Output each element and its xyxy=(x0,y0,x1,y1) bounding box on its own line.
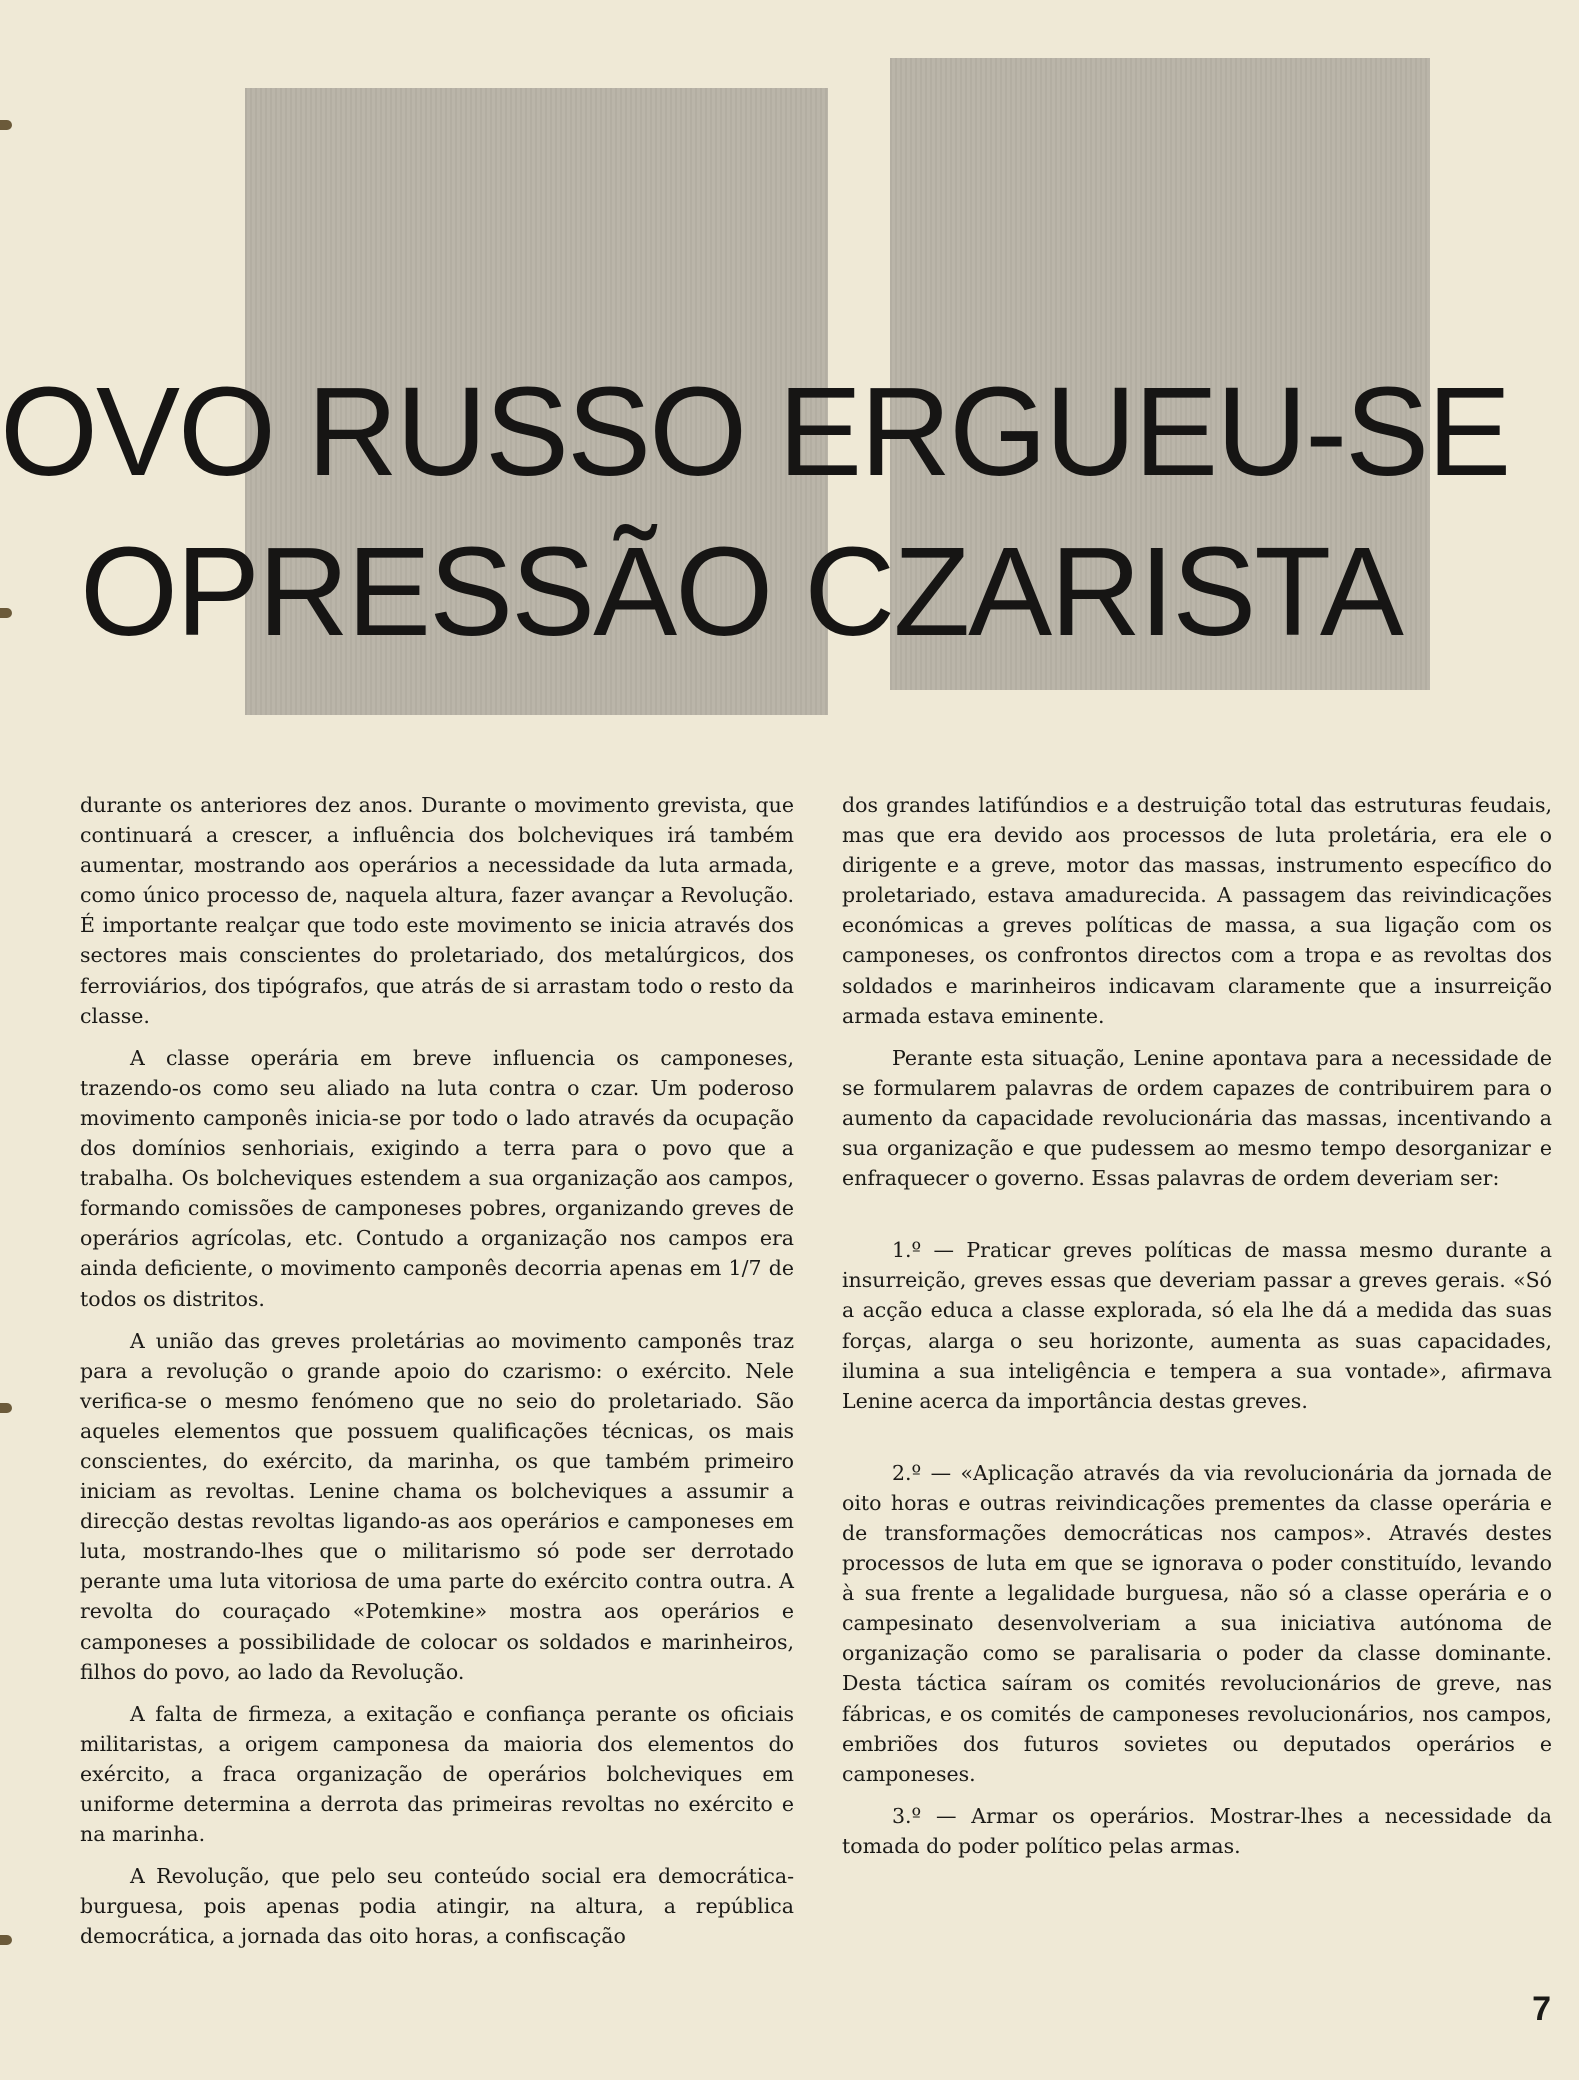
binder-mark xyxy=(0,1935,12,1945)
paragraph: A união das greves proletárias ao movimento camponês traz para a revolução o grande apoio do czarismo: o exército. Nele verifica-se o mesmo fenómeno que no seio do proletariado. São aqueles elementos que possuem qualificações técnicas, os mais conscientes, do exército, da marinha, os que também primeiro iniciam as revoltas. Lenine chama os bolcheviques a assumir a direcção destas revoltas ligando-as aos operários e camponeses em luta, mostrando-lhes que o militarismo só pode ser derrotado perante uma luta vitoriosa de uma parte do exército contra outra. A revolta do couraçado «Potemkine» mostra aos operários e camponeses a possibilidade de colocar os soldados e marinheiros, filhos do povo, ao lado da Revolução. xyxy=(80,1328,794,1684)
paragraph: A falta de firmeza, a exitação e confiança perante os oficiais militaristas, a origem camponesa da maioria dos elementos do exército, a fraca organização de operários bolcheviques em uniforme determina a derrota das primeiras revoltas no exército e na marinha. xyxy=(80,1701,794,1847)
article-column-left xyxy=(80,790,794,1951)
list-item: 1.º — Praticar greves políticas de massa mesmo durante a insurreição, greves essas que deveriam passar a greves gerais. «Só a acção educa a classe explorada, só ela lhe dá a medida das suas forças, alarga o seu horizonte, aumenta as suas capacidades, ilumina a sua inteligência e tempera a sua vontade», afirmava Lenine acerca da importância destas greves. xyxy=(842,1238,1552,1413)
headline-line-2: OPRESSÃO CZARISTA xyxy=(80,521,1402,663)
article-column-right xyxy=(842,790,1552,1861)
paragraph: Perante esta situação, Lenine apontava para a necessidade de se formularem palavras de ordem capazes de contribuirem para o aumento da capacidade revolucionária das massas, incentivando a sua organização e que pudessem ao mesmo tempo desorganizar e enfraquecer o governo. Essas palavras de ordem deveriam ser: xyxy=(842,1045,1552,1191)
binder-mark xyxy=(0,1403,12,1413)
page-number: 7 xyxy=(1532,1990,1551,2028)
headline xyxy=(0,352,1510,672)
list-item: 3.º — Armar os operários. Mostrar-lhes a necessidade da tomada do poder político pelas armas. xyxy=(842,1803,1552,1858)
list-item: 2.º — «Aplicação através da via revolucionária da jornada de oito horas e outras reivindicações prementes da classe operária e de transformações democráticas nos campos». Através destes processos de luta em que se ignorava o poder constituído, levando à sua frente a legalidade burguesa, não só a classe operária e o campesinato desenvolveriam a sua iniciativa autónoma de organização como se paralisaria o poder da classe dominante. Desta táctica saíram os comités revolucionários de greve, nas fábricas, e os comités de camponeses revolucionários, nos campos, embriões dos futuros sovietes ou deputados operários e camponeses. xyxy=(842,1460,1552,1786)
paragraph: dos grandes latifúndios e a destruição total das estruturas feudais, mas que era devido aos processos de luta proletária, era ele o dirigente e a greve, motor das massas, instrumento específico do proletariado, estava amadurecida. A passagem das reivindicações económicas a greves políticas de massa, a sua ligação com os camponeses, os confrontos directos com a tropa e as revoltas dos soldados e marinheiros indicavam claramente que a insurreição armada estava eminente. xyxy=(842,793,1552,1028)
paragraph: durante os anteriores dez anos. Durante o movimento grevista, que continuará a crescer, a influência dos bolcheviques irá também aumentar, mostrando aos operários a necessidade da luta armada, como único processo de, naquela altura, fazer avançar a Revolução. É importante realçar que todo este movimento se inicia através dos sectores mais conscientes do proletariado, dos metalúrgicos, dos ferroviários, dos tipógrafos, que atrás de si arrastam todo o resto da classe. xyxy=(80,793,794,1028)
paragraph: A classe operária em breve influencia os camponeses, trazendo-os como seu aliado na luta contra o czar. Um poderoso movimento camponês inicia-se por todo o lado através da ocupação dos domínios senhoriais, exigindo a terra para o povo que a trabalha. Os bolcheviques estendem a sua organização aos campos, formando comissões de camponeses pobres, organizando greves de operários agrícolas, etc. Contudo a organização nos campos era ainda deficiente, o movimento camponês decorria apenas em 1/7 de todos os distritos. xyxy=(80,1045,794,1311)
headline-line-1: OVO RUSSO ERGUEU-SE xyxy=(0,361,1510,503)
paragraph: A Revolução, que pelo seu conteúdo social era democrática-burguesa, pois apenas podia atingir, na altura, a república democrática, a jornada das oito horas, a confiscação xyxy=(80,1864,794,1949)
binder-mark xyxy=(0,120,12,130)
